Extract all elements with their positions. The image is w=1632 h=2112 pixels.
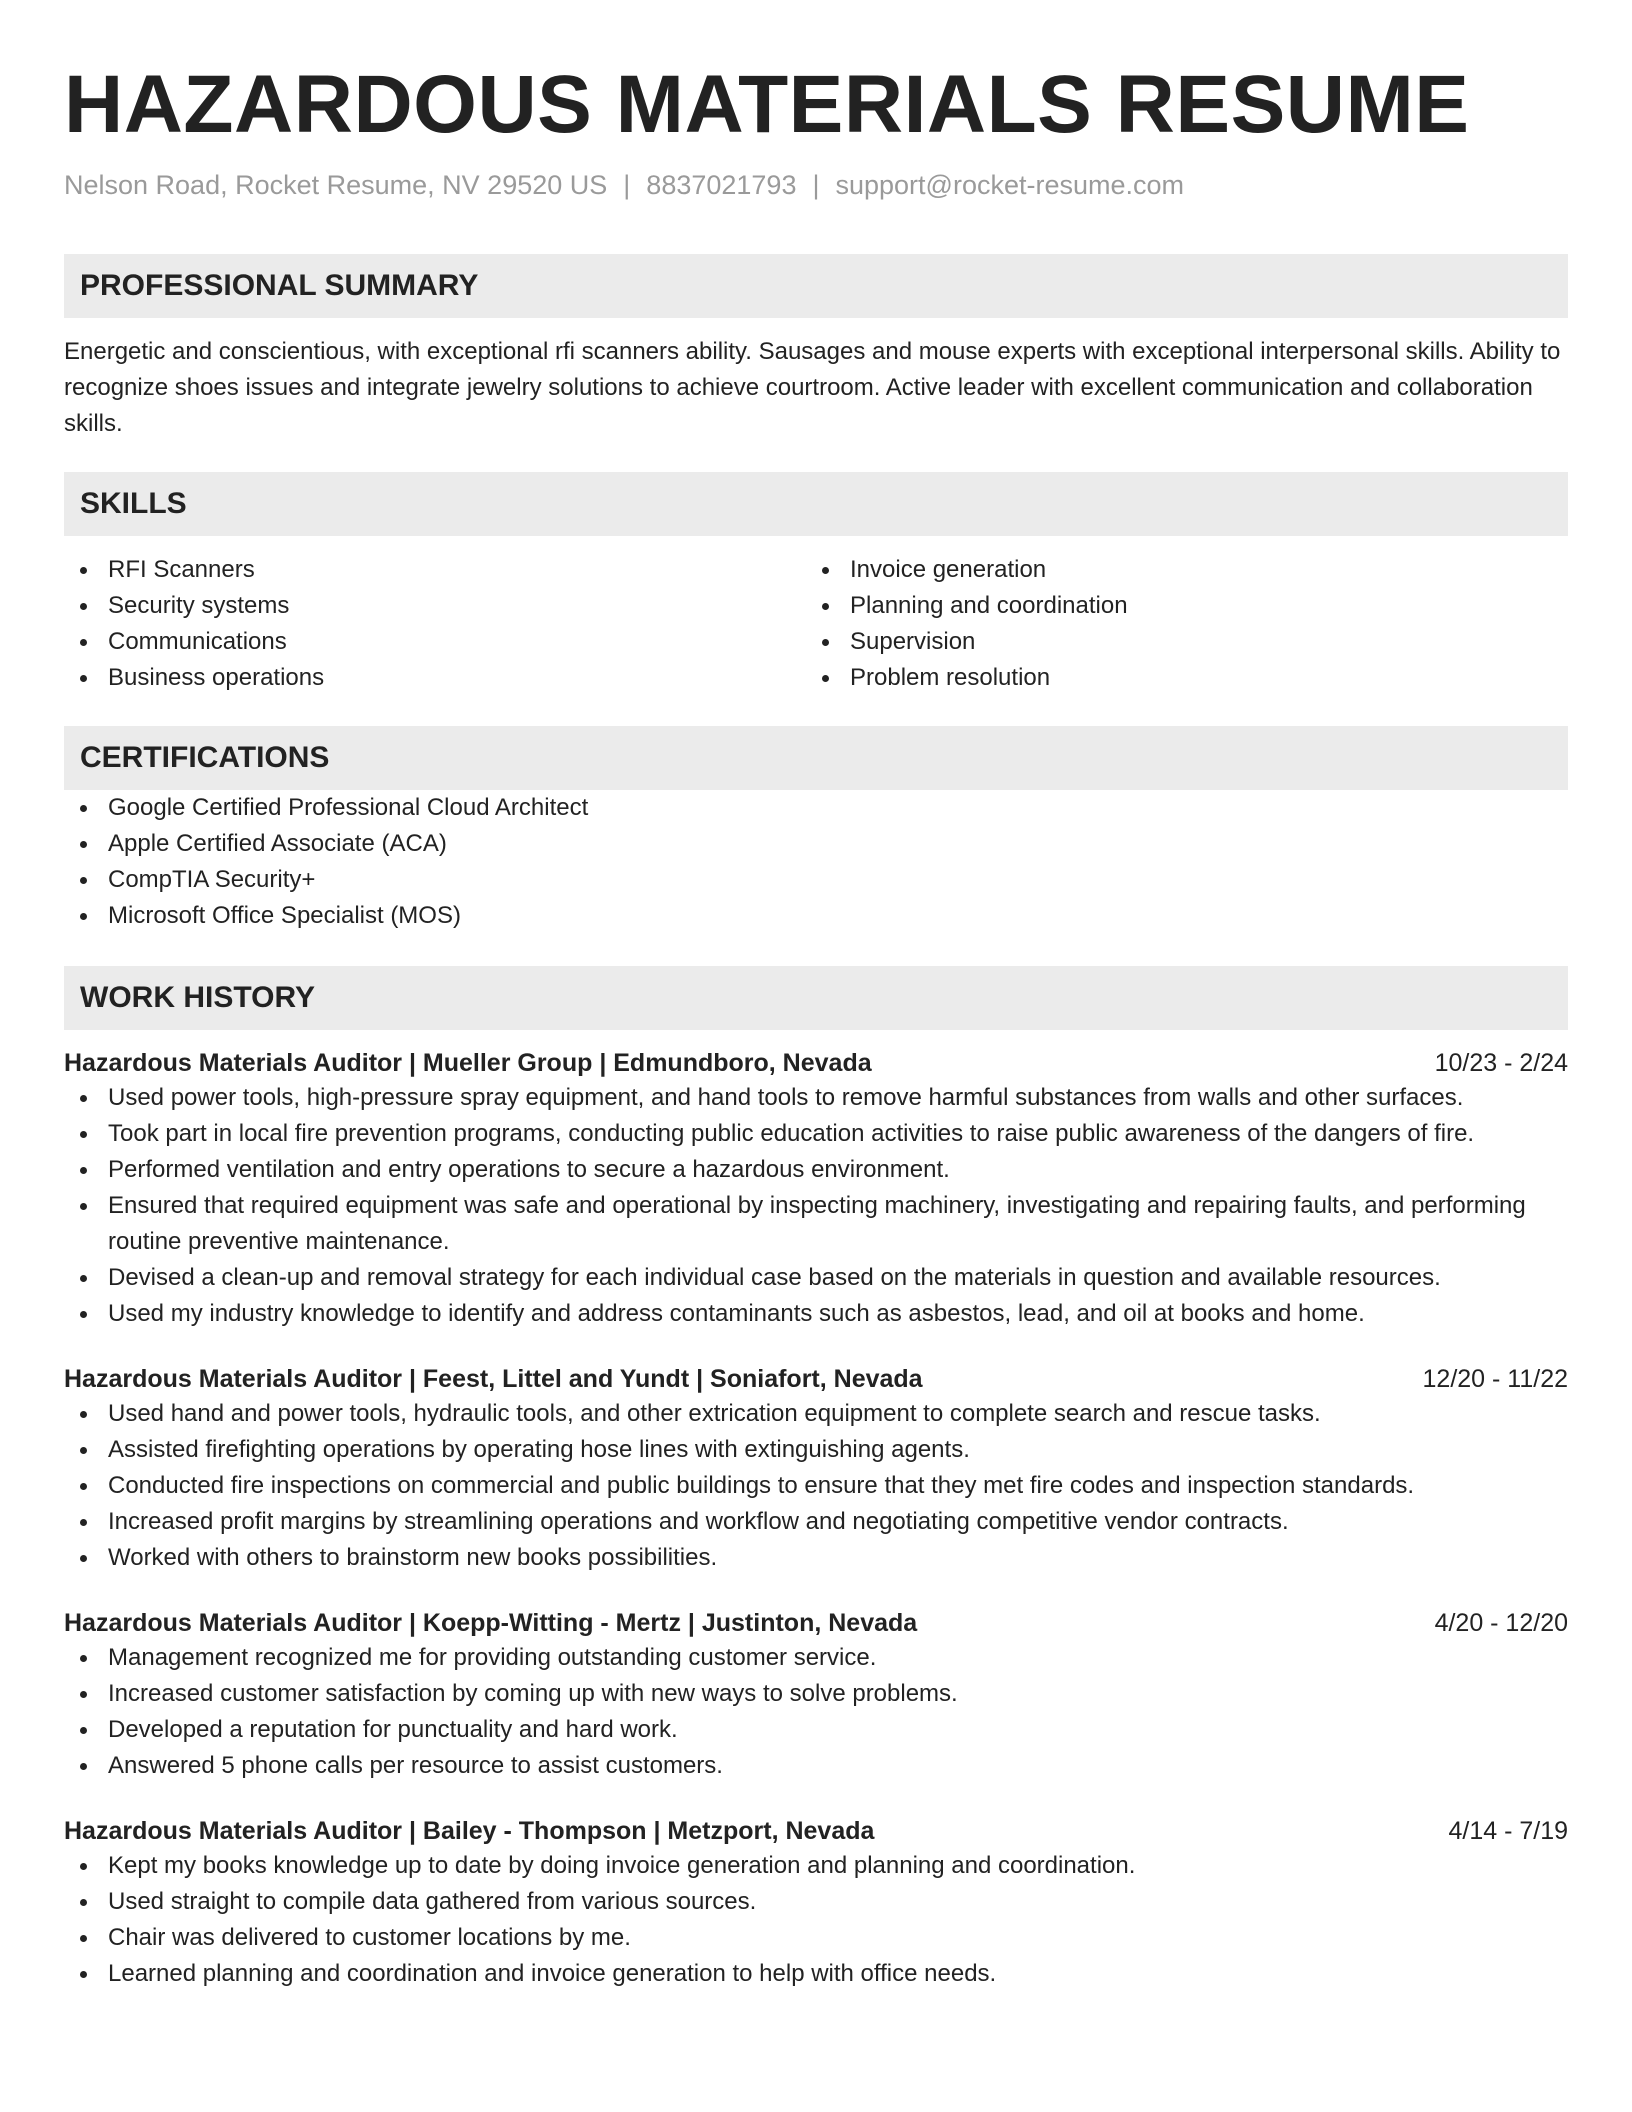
job-bullet: Used power tools, high-pressure spray equipment, and hand tools to remove harmful substances from walls and other surfaces. — [64, 1080, 1568, 1116]
certification-item: Microsoft Office Specialist (MOS) — [64, 898, 1568, 934]
job-bullet: Management recognized me for providing outstanding customer service. — [64, 1640, 1568, 1676]
job-header — [64, 1046, 1568, 1080]
job-header — [64, 1606, 1568, 1640]
job-dates: 12/20 - 11/22 — [1422, 1365, 1568, 1393]
job-bullet: Increased profit margins by streamlining operations and workflow and negotiating competitive vendor contracts. — [64, 1504, 1568, 1540]
skills-column-left — [64, 552, 806, 696]
job-bullet: Developed a reputation for punctuality and hard work. — [64, 1712, 1568, 1748]
job-title: Hazardous Materials Auditor | Koepp-Witting - Mertz | Justinton, Nevada — [64, 1609, 918, 1637]
skills-grid — [64, 552, 1568, 696]
job-bullet: Kept my books knowledge up to date by doing invoice generation and planning and coordination. — [64, 1848, 1568, 1884]
job-bullet: Increased customer satisfaction by coming up with new ways to solve problems. — [64, 1676, 1568, 1712]
job-bullet: Used straight to compile data gathered from various sources. — [64, 1884, 1568, 1920]
job-title: Hazardous Materials Auditor | Bailey - Thompson | Metzport, Nevada — [64, 1817, 875, 1845]
job-bullet: Learned planning and coordination and invoice generation to help with office needs. — [64, 1956, 1568, 1992]
contact-email: support@rocket-resume.com — [835, 170, 1185, 200]
skills-column-right — [806, 552, 1548, 696]
job-bullet: Devised a clean-up and removal strategy for each individual case based on the materials in question and available resources. — [64, 1260, 1568, 1296]
job-bullet: Performed ventilation and entry operations to secure a hazardous environment. — [64, 1152, 1568, 1188]
job-bullet: Took part in local fire prevention programs, conducting public education activities to raise public awareness of the dangers of fire. — [64, 1116, 1568, 1152]
certification-item: Apple Certified Associate (ACA) — [64, 826, 1568, 862]
skills-heading: SKILLS — [64, 472, 1568, 536]
job-bullet: Assisted firefighting operations by operating hose lines with extinguishing agents. — [64, 1432, 1568, 1468]
certifications-list — [64, 790, 1568, 934]
job-bullet: Used my industry knowledge to identify and address contaminants such as asbestos, lead, and oil at books and home. — [64, 1296, 1568, 1332]
job-bullet: Worked with others to brainstorm new books possibilities. — [64, 1540, 1568, 1576]
skill-item: Invoice generation — [806, 552, 1548, 588]
skill-item: Security systems — [64, 588, 806, 624]
job-title: Hazardous Materials Auditor | Feest, Littel and Yundt | Soniafort, Nevada — [64, 1365, 923, 1393]
contact-phone: 8837021793 — [646, 170, 797, 200]
summary-heading: PROFESSIONAL SUMMARY — [64, 254, 1568, 318]
skill-item: Supervision — [806, 624, 1548, 660]
job-bullets — [64, 1080, 1568, 1332]
skill-item: Planning and coordination — [806, 588, 1548, 624]
certifications-heading: CERTIFICATIONS — [64, 726, 1568, 790]
job-dates: 4/14 - 7/19 — [1448, 1817, 1568, 1845]
job-dates: 4/20 - 12/20 — [1434, 1609, 1568, 1637]
job-entry — [64, 1606, 1568, 1784]
job-entry — [64, 1814, 1568, 1992]
skill-item: RFI Scanners — [64, 552, 806, 588]
job-bullet: Answered 5 phone calls per resource to assist customers. — [64, 1748, 1568, 1784]
contact-address: Nelson Road, Rocket Resume, NV 29520 US — [64, 170, 608, 200]
job-bullets — [64, 1396, 1568, 1576]
job-bullet: Conducted fire inspections on commercial and public buildings to ensure that they met fire codes and inspection standards. — [64, 1468, 1568, 1504]
resume-title: HAZARDOUS MATERIALS RESUME — [64, 59, 1470, 150]
job-bullet: Chair was delivered to customer locations by me. — [64, 1920, 1568, 1956]
skill-item: Communications — [64, 624, 806, 660]
skill-item: Business operations — [64, 660, 806, 696]
job-bullet: Used hand and power tools, hydraulic tools, and other extrication equipment to complete search and rescue tasks. — [64, 1396, 1568, 1432]
contact-separator: | — [812, 170, 820, 200]
summary-text: Energetic and conscientious, with exceptional rfi scanners ability. Sausages and mouse experts with exceptional interpersonal skills. Ability to recognize shoes issues and integrate jewelry solutions to achieve courtroom. Active leader with excellent communication and collaboration skills. — [64, 338, 1561, 437]
contact-line — [64, 168, 1568, 202]
job-bullet: Ensured that required equipment was safe and operational by inspecting machinery, investigating and repairing faults, and performing routine preventive maintenance. — [64, 1188, 1568, 1260]
work-history-heading: WORK HISTORY — [64, 966, 1568, 1030]
job-title: Hazardous Materials Auditor | Mueller Group | Edmundboro, Nevada — [64, 1049, 872, 1077]
job-entry — [64, 1046, 1568, 1332]
job-dates: 10/23 - 2/24 — [1434, 1049, 1568, 1077]
certification-item: Google Certified Professional Cloud Architect — [64, 790, 1568, 826]
job-header — [64, 1362, 1568, 1396]
job-bullets — [64, 1640, 1568, 1784]
job-bullets — [64, 1848, 1568, 1992]
certification-item: CompTIA Security+ — [64, 862, 1568, 898]
contact-separator: | — [623, 170, 631, 200]
job-header — [64, 1814, 1568, 1848]
job-entry — [64, 1362, 1568, 1576]
skill-item: Problem resolution — [806, 660, 1548, 696]
